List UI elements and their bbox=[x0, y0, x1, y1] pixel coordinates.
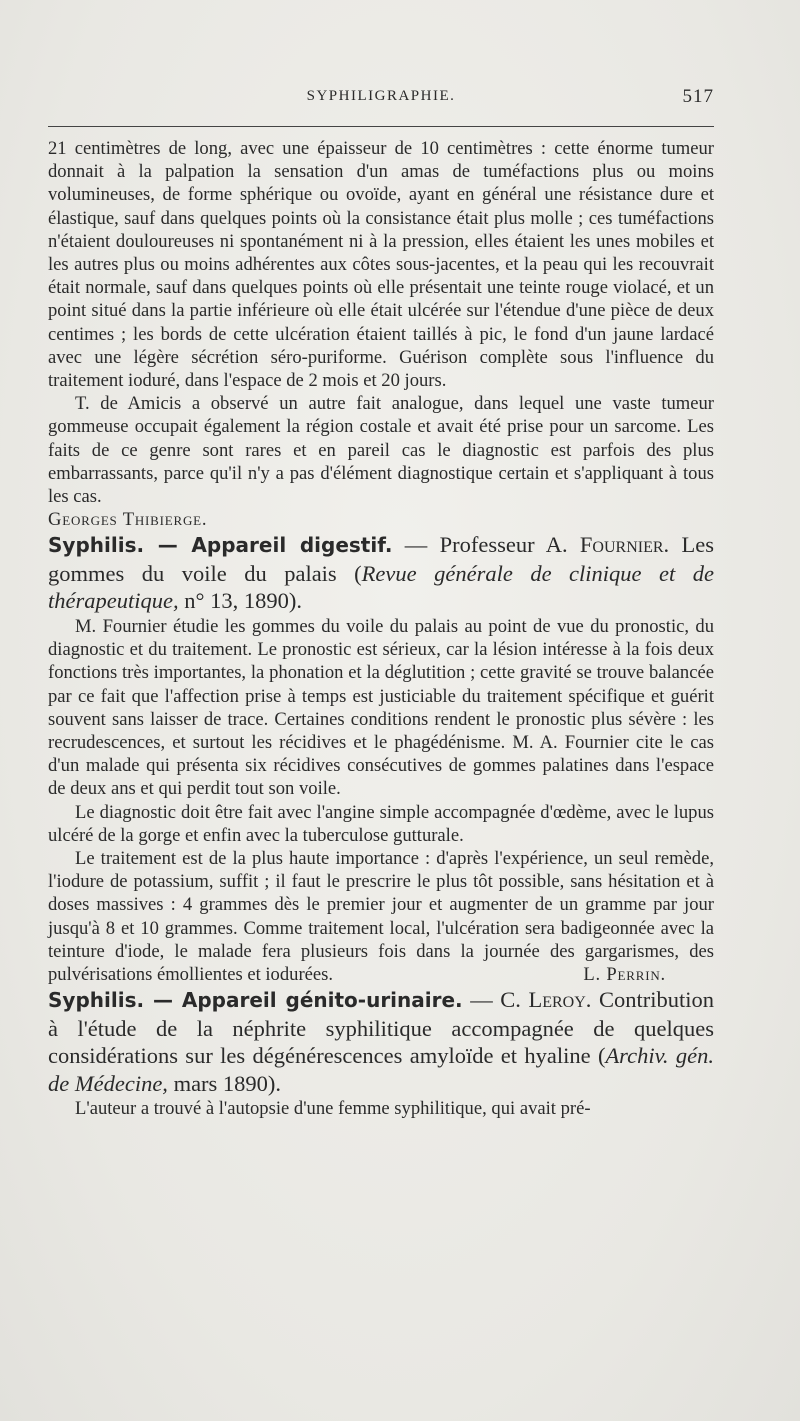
article-leroy bbox=[48, 986, 714, 1120]
page-body bbox=[48, 137, 714, 1120]
article-heading bbox=[48, 986, 714, 1097]
section-lead: Syphilis. — Appareil digestif. bbox=[48, 533, 393, 558]
article-thibierge bbox=[48, 137, 714, 531]
header-rule bbox=[48, 126, 714, 127]
body-paragraph: M. Fournier étudie les gommes du voile du palais au point de vue du pronostic, du diagnostic et du traitement. Le pronostic est sérieux, car la lésion intéresse à la fois deux fonctions très importantes, la phonation et la déglutition ; cette gravité se trouve balancée par ce fait que l'affection prise à temps est justiciable du traitement spécifique et guérit souvent sans laisser de trace. Certaines conditions rendent le pronostic plus sévère : les recrudescences, et surtout les récidives et le phagédénisme. M. A. Fournier cite le cas d'un malade qui présenta six récidives consécutives de gommes palatines dans l'espace de deux ans et qui perdit tout son voile. bbox=[48, 615, 714, 800]
journal-source: Revue générale de clinique et de thérapeutique, bbox=[48, 560, 714, 614]
section-lead: Syphilis. — Appareil génito-urinaire. bbox=[48, 988, 463, 1013]
body-text: Le traitement est de la plus haute importance : d'après l'expérience, un seul remède, l'iodure de potassium, suffit ; il faut le prescrire le plus tôt possible, sans hésitation et à doses massives : 4 grammes dès le premier jour et augmenter de un gramme par jour jusqu'à 8 et 10 grammes. Comme traitement local, l'ulcération sera badigeonnée avec la teinture d'iode, le malade fera plusieurs fois dans la journée des gargarismes, des pulvérisations émollientes et iodurées. bbox=[48, 847, 714, 985]
author-signature: Georges Thibierge. bbox=[48, 509, 208, 531]
article-author: Leroy bbox=[528, 987, 586, 1013]
article-author: Fournier bbox=[579, 532, 664, 558]
body-paragraph: T. de Amicis a observé un autre fait analogue, dans lequel une vaste tumeur gommeuse occupait également la région costale et avait été prise pour un sarcome. Les faits de ce genre sont rares et en pareil cas le diagnostic est parfois des plus embarrassants, parce qu'il n'y a pas d'élément diagnostique certain et s'appliquant à tous les cas. bbox=[48, 393, 714, 508]
journal-issue: mars 1890). bbox=[167, 1070, 282, 1096]
article-title: . Contribution à l'étude de la néphrite syphilitique accompagnée de quelques considérations sur les dégénérescences amyloïde et hyaline ( bbox=[48, 987, 714, 1069]
running-head-title: SYPHILIGRAPHIE. bbox=[306, 88, 456, 104]
body-paragraph: 21 centimètres de long, avec une épaisseur de 10 centimètres : cette énorme tumeur donnait à la palpation la sensation d'un amas de tuméfactions plus ou moins volumineuses, de forme sphérique ou ovoïde, ayant en général une résistance dure et élastique, sauf dans quelques points où la consistance était plus molle ; ces tuméfactions n'étaient douloureuses ni spontanément ni à la pression, elles étaient les unes mobiles et les autres plus ou moins adhérentes aux côtes sous-jacentes, et la peau qui les recouvrait était normale, sauf dans quelques points où elle présentait une teinte rouge violacé, et un point situé dans la partie inférieure où elle était ulcérée sur l'étendue d'une pièce de deux centimes ; les bords de cette ulcération étaient taillés à pic, le fond d'un jaune lardacé avec une légère sécrétion séro-puriforme. Guérison complète sous l'influence du traitement ioduré, dans l'espace de 2 mois et 20 jours. bbox=[48, 138, 714, 392]
heading-separator: — C. bbox=[462, 987, 529, 1013]
author-signature: L. Perrin. bbox=[583, 964, 666, 985]
article-fournier bbox=[48, 531, 714, 986]
body-paragraph: L'auteur a trouvé à l'autopsie d'une femme syphilitique, qui avait pré- bbox=[75, 1098, 591, 1120]
article-title: . Les gommes du voile du palais ( bbox=[48, 532, 715, 586]
last-paragraph-wrap bbox=[48, 847, 714, 986]
journal-issue: n° 13, 1890). bbox=[178, 588, 302, 614]
body-paragraph: Le diagnostic doit être fait avec l'angine simple accompagnée d'œdème, avec le lupus ulcéré de la gorge et enfin avec la tuberculose gutturale. bbox=[48, 801, 714, 846]
page-number: 517 bbox=[682, 86, 714, 107]
running-head bbox=[48, 88, 714, 110]
article-heading bbox=[48, 531, 714, 615]
heading-separator: — Professeur A. bbox=[392, 532, 580, 558]
journal-source: Archiv. gén. de Médecine, bbox=[48, 1043, 714, 1096]
body-paragraph bbox=[48, 847, 714, 986]
